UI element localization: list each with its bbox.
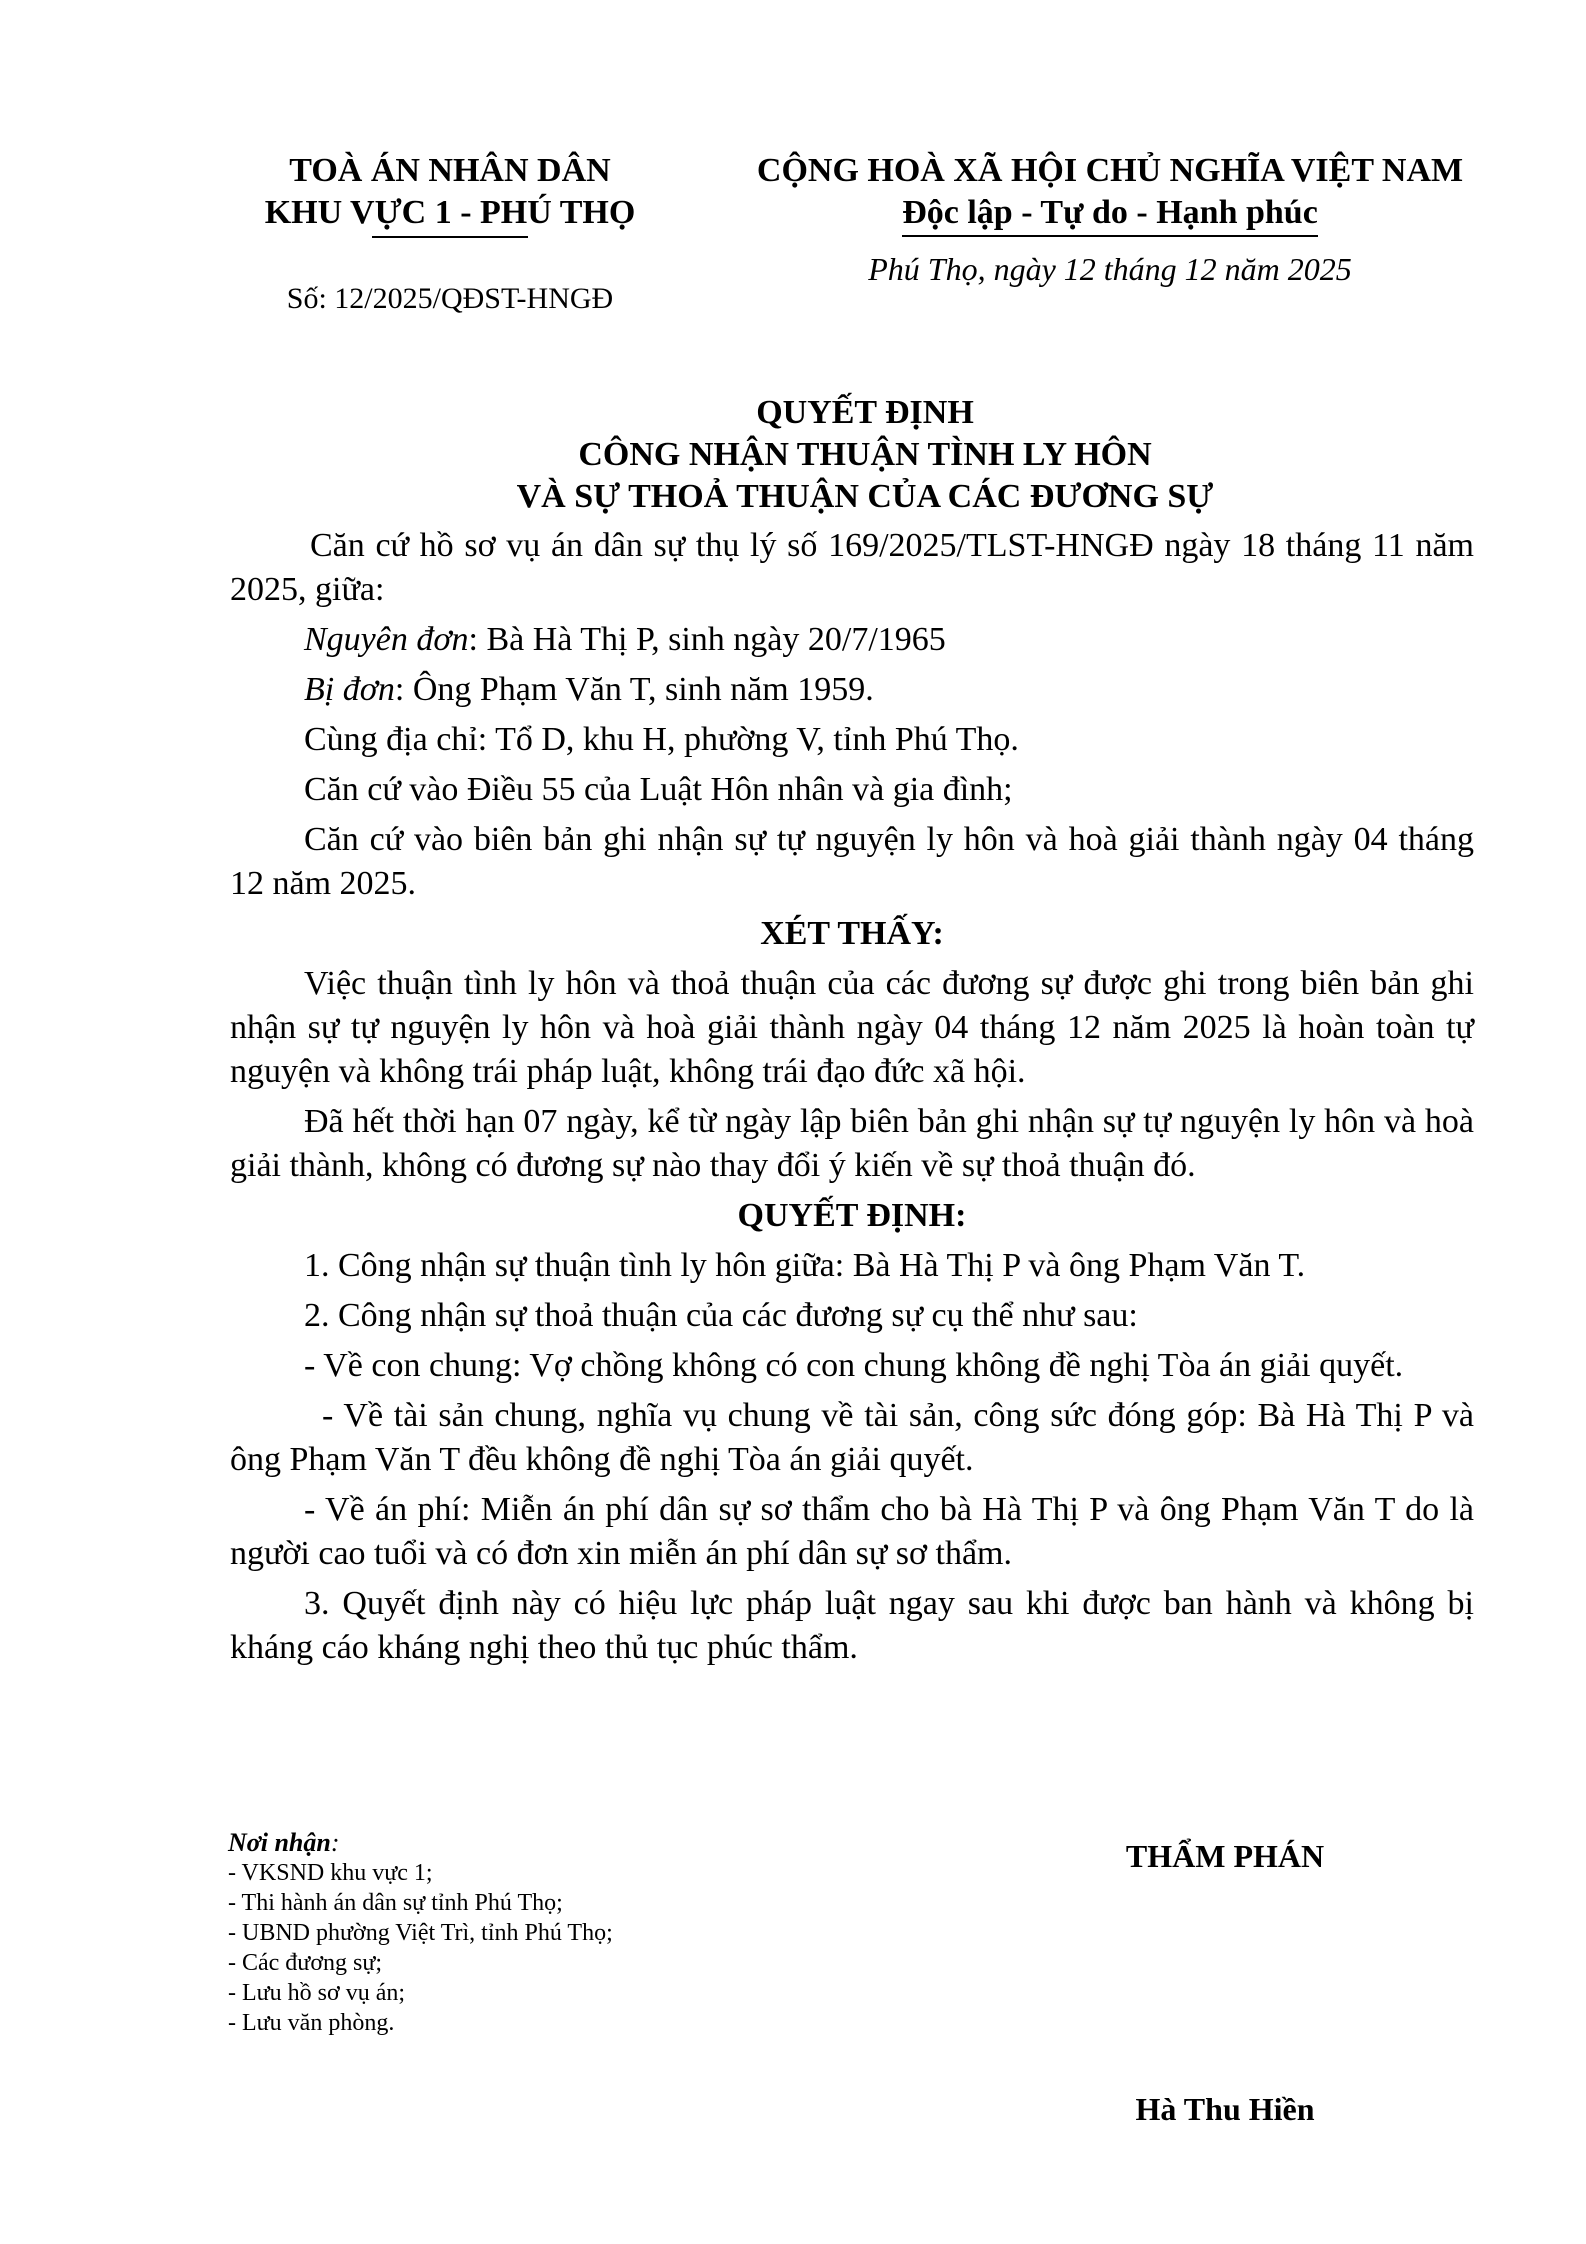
decision-item-2c: - Về án phí: Miễn án phí dân sự sơ thẩm cho bà Hà Thị P và ông Phạm Văn T do là người cao tuổi và có đơn xin miễn án phí dân sự sơ thẩm. [230,1491,1474,1572]
basis-law-paragraph: Căn cứ vào Điều 55 của Luật Hôn nhân và gia đình; [304,771,1013,808]
address-paragraph: Cùng địa chỉ: Tổ D, khu H, phường V, tỉnh Phú Thọ. [304,721,1019,758]
recipients-heading [228,1828,828,1858]
findings-heading: XÉT THẤY: [760,915,944,952]
decision-heading: QUYẾT ĐỊNH: [737,1197,967,1234]
place-date: Phú Thọ, ngày 12 tháng 12 năm 2025 [868,251,1352,287]
national-name: CỘNG HOÀ XÃ HỘI CHỦ NGHĨA VIỆT NAM [756,152,1464,189]
title-line-2: CÔNG NHẬN THUẬN TÌNH LY HÔN [578,436,1152,473]
signer-name: Hà Thu Hiền [1135,2091,1315,2127]
recipient-item: - Lưu văn phòng. [228,2010,395,2036]
document-title [230,392,1500,518]
recipients-heading-colon: : [330,1828,340,1857]
decision-item-3: 3. Quyết định này có hiệu lực pháp luật ngay sau khi được ban hành và không bị kháng cáo kháng nghị theo thủ tục phúc thẩm. [230,1585,1474,1666]
decision-item-1: 1. Công nhận sự thuận tình ly hôn giữa: Bà Hà Thị P và ông Phạm Văn T. [304,1247,1306,1284]
basis-record-paragraph: Căn cứ vào biên bản ghi nhận sự tự nguyện ly hôn và hoà giải thành ngày 04 tháng 12 năm 2025. [230,821,1474,902]
findings-paragraph-1: Việc thuận tình ly hôn và thoả thuận của các đương sự được ghi trong biên bản ghi nhận sự tự nguyện ly hôn và hoà giải thành ngày 04 tháng 12 năm 2025 là hoàn toàn tự nguyện và không trái pháp luật, không trái đạo đức xã hội. [230,965,1474,1090]
title-line-1: QUYẾT ĐỊNH [756,394,974,431]
national-motto: Độc lập - Tự do - Hạnh phúc [902,192,1318,237]
court-header-divider [372,236,528,238]
recipients-block [228,1828,828,2038]
court-name: TOÀ ÁN NHÂN DÂN [289,152,611,189]
defendant-value: : Ông Phạm Văn T, sinh năm 1959. [394,671,874,708]
plaintiff-paragraph [230,618,1474,662]
national-header [720,150,1500,288]
document-body [230,524,1474,1676]
court-header [230,150,670,316]
recipient-item: - Lưu hồ sơ vụ án; [228,1980,406,2006]
defendant-label: Bị đơn [304,671,395,708]
findings-paragraph-2: Đã hết thời hạn 07 ngày, kể từ ngày lập biên bản ghi nhận sự tự nguyện ly hôn và hoà giải thành, không có đương sự nào thay đổi ý kiến về sự thoả thuận đó. [230,1103,1474,1184]
recipients-heading-text: Nơi nhận [228,1828,331,1857]
signature-block [1060,1838,1390,2128]
basis-case-paragraph: Căn cứ hồ sơ vụ án dân sự thụ lý số 169/2025/TLST-HNGĐ ngày 18 tháng 11 năm 2025, giữa: [230,527,1474,608]
title-line-3: VÀ SỰ THOẢ THUẬN CỦA CÁC ĐƯƠNG SỰ [516,478,1214,515]
document-number: Số: 12/2025/QĐST-HNGĐ [286,282,614,315]
recipient-item: - Các đương sự; [228,1950,383,1976]
decision-item-2: 2. Công nhận sự thoả thuận của các đương sự cụ thể như sau: [304,1297,1138,1334]
decision-item-2b: - Về tài sản chung, nghĩa vụ chung về tài sản, công sức đóng góp: Bà Hà Thị P và ông Phạm Văn T đều không đề nghị Tòa án giải quyết. [230,1397,1474,1478]
signer-title: THẨM PHÁN [1125,1838,1325,1874]
plaintiff-value: : Bà Hà Thị P, sinh ngày 20/7/1965 [468,621,946,658]
court-region: KHU VỰC 1 - PHÚ THỌ [264,194,636,231]
defendant-paragraph [230,668,1474,712]
recipient-item: - UBND phường Việt Trì, tỉnh Phú Thọ; [228,1920,613,1946]
recipient-item: - Thi hành án dân sự tỉnh Phú Thọ; [228,1890,563,1916]
recipient-item: - VKSND khu vực 1; [228,1860,433,1886]
plaintiff-label: Nguyên đơn [304,621,469,658]
decision-item-2a: - Về con chung: Vợ chồng không có con chung không đề nghị Tòa án giải quyết. [304,1347,1404,1384]
